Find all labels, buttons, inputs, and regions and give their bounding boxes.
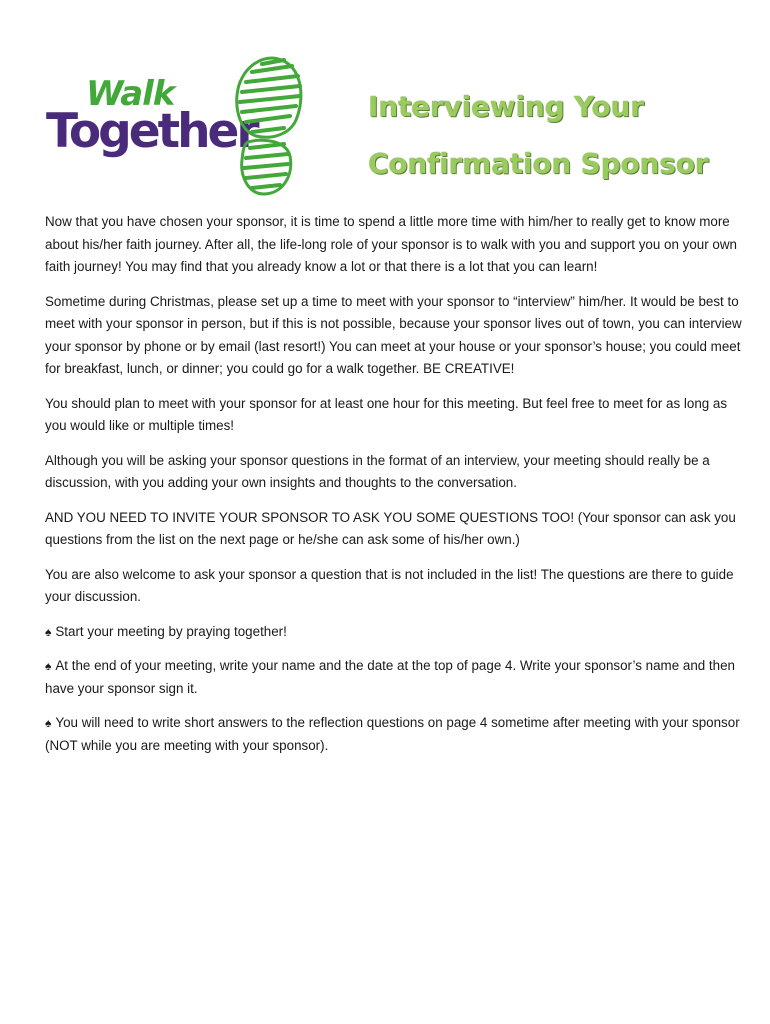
- logo-together-text: Together: [46, 104, 257, 159]
- bullet-item: [45, 655, 745, 700]
- paragraph: Now that you have chosen your sponsor, it is time to spend a little more time with him/her to really get to know more about his/her faith journey. After all, the life-long role of your sponsor is to walk with you and support you on your own faith journey! You may find that you already know a lot or that there is a lot that you can learn!: [45, 214, 737, 274]
- footprint-icon: [222, 56, 308, 196]
- bullet-text: You will need to write short answers to the reflection questions on page 4 sometime after meeting with your sponsor (NOT while you are meeting with your sponsor).: [45, 715, 740, 753]
- paragraph: Sometime during Christmas, please set up a time to meet with your sponsor to “interview” him/her. It would be best to meet with your sponsor in person, but if this is not possible, because your sponsor lives out of town, you can interview your sponsor by phone or by email (last resort!) You can meet at your house or your sponsor’s house; you could meet for breakfast, lunch, or dinner; you could go for a walk together. BE CREATIVE!: [45, 293, 742, 376]
- title-line-2: Confirmation Sponsor: [368, 147, 709, 180]
- bullet-text: At the end of your meeting, write your name and the date at the top of page 4. Write your sponsor’s name and then have your sponsor sign it.: [45, 658, 735, 696]
- page-title: [368, 78, 748, 192]
- paragraph: Although you will be asking your sponsor questions in the format of an interview, your meeting should really be a discussion, with you adding your own insights and thoughts to the conversation.: [45, 452, 710, 490]
- logo-walk-text: Walk: [86, 74, 175, 114]
- body-content: [45, 211, 745, 769]
- spade-bullet-icon: ♠: [45, 716, 52, 730]
- bullet-item: [45, 621, 745, 644]
- paragraph: You are also welcome to ask your sponsor a question that is not included in the list! The questions are there to guide your discussion.: [45, 566, 734, 604]
- walk-together-logo: [44, 56, 314, 196]
- spade-bullet-icon: ♠: [45, 624, 52, 639]
- spade-bullet-icon: ♠: [45, 659, 52, 673]
- paragraph: AND YOU NEED TO INVITE YOUR SPONSOR TO ASK YOU SOME QUESTIONS TOO! (Your sponsor can ask you questions from the list on the next page or he/she can ask some of his/her own.): [45, 509, 736, 547]
- bullet-item: [45, 712, 745, 757]
- paragraph: You should plan to meet with your sponsor for at least one hour for this meeting. But feel free to meet for as long as you would like or multiple times!: [45, 395, 728, 433]
- title-line-1: Interviewing Your: [368, 90, 644, 123]
- bullet-text: Start your meeting by praying together!: [55, 623, 287, 639]
